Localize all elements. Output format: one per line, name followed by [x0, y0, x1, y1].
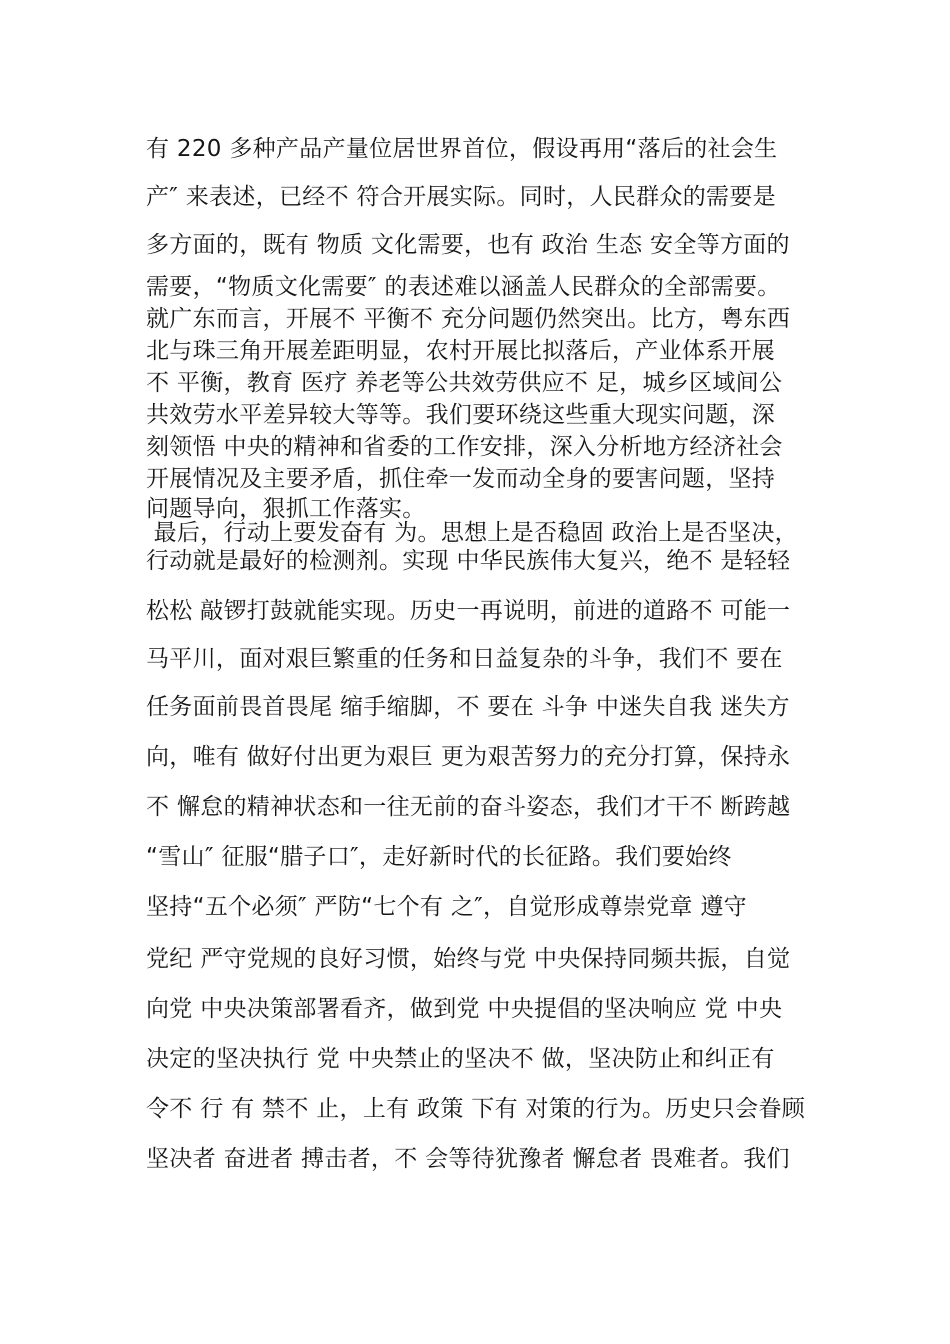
text-line: 坚持“五个必须″ 严防“七个有 之″，自觉形成尊崇党章 遵守 — [146, 894, 747, 920]
text-line: 刻领悟 中央的精神和省委的工作安排，深入分析地方经济社会 — [146, 434, 783, 460]
text-line: “雪山″ 征服“腊子口″，走好新时代的长征路。我们要始终 — [146, 844, 732, 870]
text-line: 马平川，面对艰巨繁重的任务和日益复杂的斗争，我们不 要在 — [146, 646, 783, 672]
text-line: 不 懈怠的精神状态和一往无前的奋斗姿态，我们才干不 断跨越 — [146, 794, 791, 820]
text-line: 任务面前畏首畏尾 缩手缩脚，不 要在 斗争 中迷失自我 迷失方 — [146, 694, 790, 720]
text-line: 向党 中央决策部署看齐，做到党 中央提倡的坚决响应 党 中央 — [146, 996, 783, 1022]
text-line: 松松 敲锣打鼓就能实现。历史一再说明，前进的道路不 可能一 — [146, 598, 791, 624]
text-line: 开展情况及主要矛盾，抓住牵一发而动全身的要害问题，坚持 — [146, 466, 776, 492]
text-line: 行动就是最好的检测剂。实现 中华民族伟大复兴，绝不 是轻轻 — [146, 548, 791, 574]
paragraph-start-line: 最后，行动上要发奋有 为。思想上是否稳固 政治上是否坚决， — [146, 520, 798, 546]
text-line: 向，唯有 做好付出更为艰巨 更为艰苦努力的充分打算，保持永 — [146, 744, 791, 770]
text-line: 就广东而言，开展不 平衡不 充分问题仍然突出。比方，粤东西 — [146, 306, 791, 332]
text-line: 北与珠三角开展差距明显，农村开展比拟落后，产业体系开展 — [146, 338, 776, 364]
text-line: 多方面的，既有 物质 文化需要，也有 政治 生态 安全等方面的 — [146, 232, 790, 258]
text-line: 问题导向，狠抓工作落实。 — [146, 496, 426, 522]
text-line: 坚决者 奋进者 搏击者，不 会等待犹豫者 懈怠者 畏难者。我们 — [146, 1146, 790, 1172]
text-line: 决定的坚决执行 党 中央禁止的坚决不 做，坚决防止和纠正有 — [146, 1046, 775, 1072]
text-line: 需要，“物质文化需要″ 的表述难以涵盖人民群众的全部需要。 — [146, 274, 781, 300]
text-line: 令不 行 有 禁不 止，上有 政策 下有 对策的行为。历史只会眷顾 — [146, 1096, 806, 1122]
text-line: 有 220 多种产品产量位居世界首位，假设再用“落后的社会生 — [146, 136, 778, 162]
text-line: 共效劳水平差异较大等等。我们要环绕这些重大现实问题，深 — [146, 402, 776, 428]
text-line: 党纪 严守党规的良好习惯，始终与党 中央保持同频共振，自觉 — [146, 946, 791, 972]
text-line: 不 平衡，教育 医疗 养老等公共效劳供应不 足，城乡区域间公 — [146, 370, 783, 396]
text-line: 产″ 来表述，已经不 符合开展实际。同时，人民群众的需要是 — [146, 184, 776, 210]
